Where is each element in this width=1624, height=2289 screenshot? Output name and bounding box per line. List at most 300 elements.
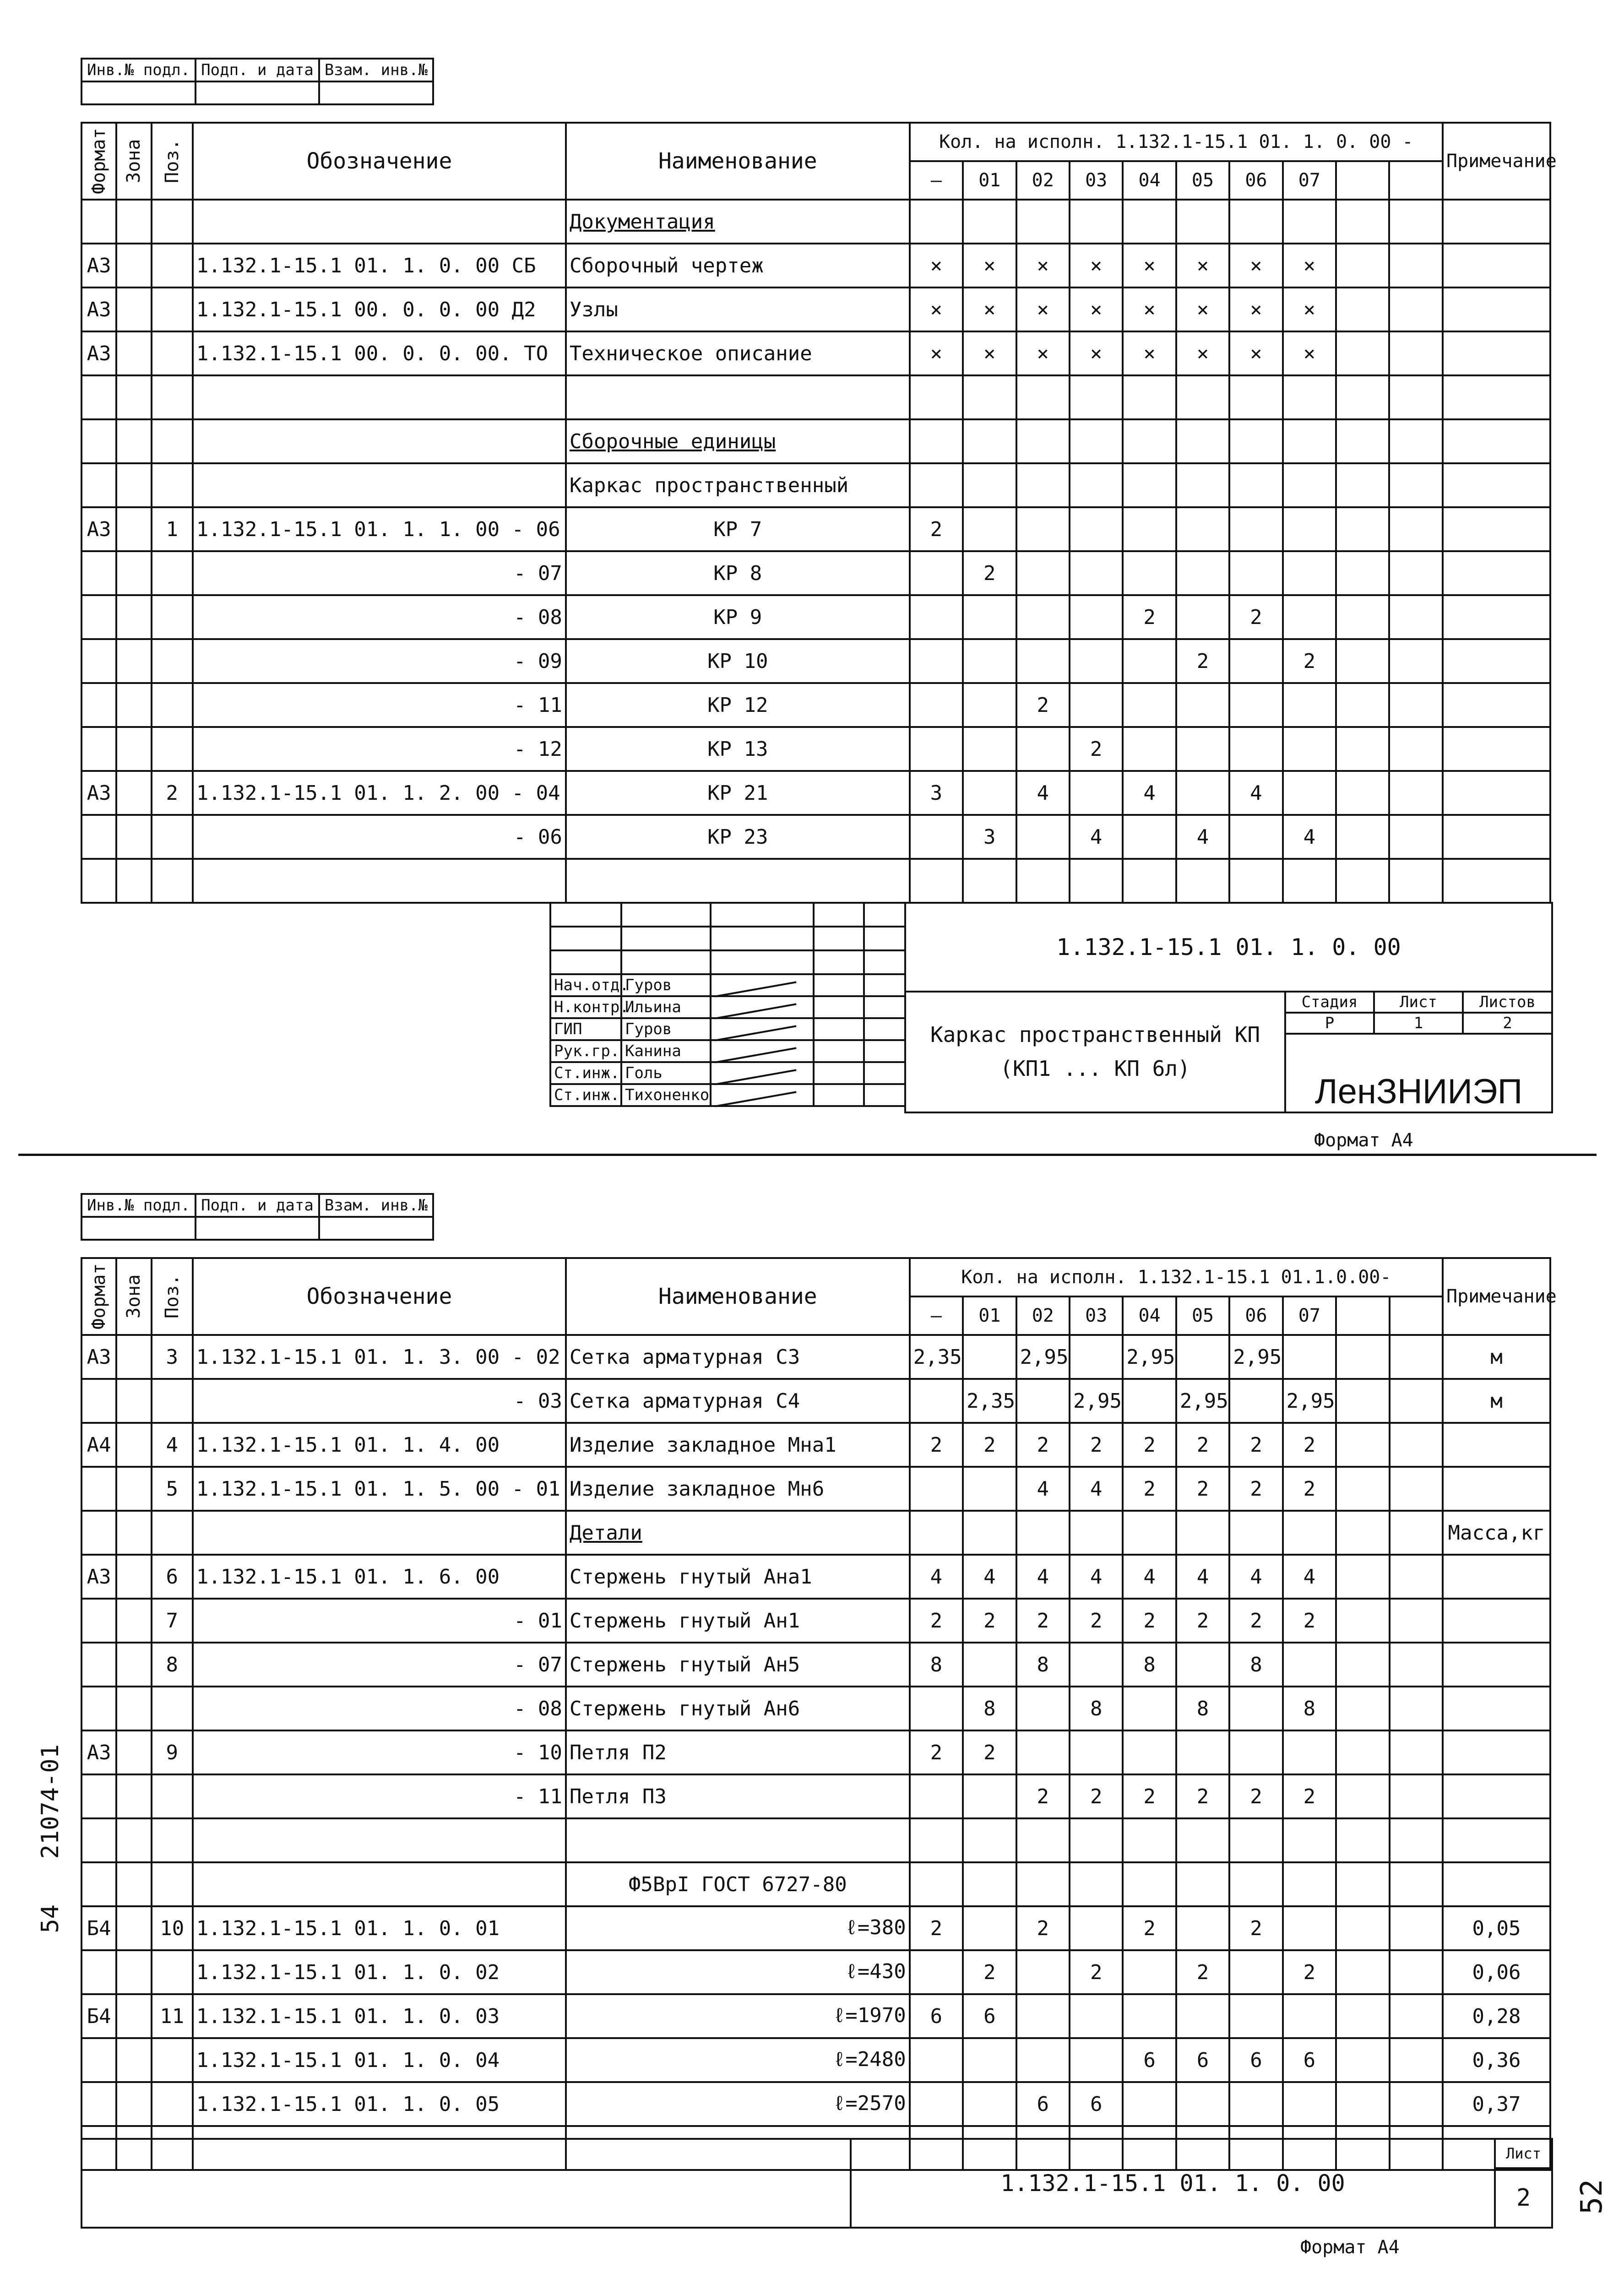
cell-qty <box>963 1511 1016 1555</box>
cell-qty: 2 <box>910 1423 963 1467</box>
cell-zone <box>116 815 151 859</box>
cell-qty: 2 <box>1070 1423 1123 1467</box>
cell-note <box>1443 551 1550 595</box>
cell-name: КР 10 <box>566 639 910 683</box>
cell-format <box>81 375 116 419</box>
date-cell <box>814 1084 864 1106</box>
cell-qty <box>1016 815 1070 859</box>
signature <box>711 974 814 996</box>
cell-qty: 8 <box>1176 1687 1229 1730</box>
cell-qty: 2 <box>1283 1599 1336 1643</box>
cell-pos: 4 <box>152 1423 193 1467</box>
cell-format <box>81 200 116 244</box>
cell-format <box>81 1818 116 1862</box>
cell-format: А3 <box>81 287 116 331</box>
cell-note: м <box>1443 1379 1550 1423</box>
cell-qty: 2 <box>910 507 963 551</box>
cell-qty <box>910 2038 963 2082</box>
cell-qty <box>1070 683 1123 727</box>
cell-qty <box>1336 2038 1389 2082</box>
cell-name <box>566 1818 910 1862</box>
cell-qty <box>1070 1335 1123 1379</box>
cell-note: 0,37 <box>1443 2082 1550 2126</box>
cell-designation: 1.132.1-15.1 01. 1. 1. 00 - 06 <box>193 507 566 551</box>
cell-note <box>1443 859 1550 903</box>
cell-qty: 2 <box>1070 1774 1123 1818</box>
cell-qty <box>1390 2038 1443 2082</box>
cell-name: Документация <box>566 200 910 244</box>
cell-qty <box>1229 1818 1282 1862</box>
cell-qty <box>1070 1730 1123 1774</box>
cell-qty: 4 <box>1283 1555 1336 1599</box>
cell-qty: 2 <box>1016 1423 1070 1467</box>
cell-note <box>1443 331 1550 375</box>
cell-qty <box>1070 1994 1123 2038</box>
signer-name: Канина <box>621 1040 711 1062</box>
cell-zone <box>116 2038 151 2082</box>
cell-qty: 4 <box>1016 1467 1070 1511</box>
cell-qty <box>963 507 1016 551</box>
title-block <box>904 902 1553 1113</box>
cell-qty <box>1016 595 1070 639</box>
cell-zone <box>116 1906 151 1950</box>
table-row <box>81 375 1550 419</box>
cell-qty <box>1016 419 1070 463</box>
cell-zone <box>116 1511 151 1555</box>
signer-name: Гуров <box>621 974 711 996</box>
cell-qty <box>1176 1906 1229 1950</box>
cell-pos <box>152 595 193 639</box>
cell-note <box>1443 244 1550 287</box>
cell-qty <box>1336 815 1389 859</box>
table-row <box>81 2038 1550 2082</box>
cell-qty <box>1389 639 1443 683</box>
cell-format <box>81 2082 116 2126</box>
cell-qty <box>1390 1906 1443 1950</box>
cell-qty <box>1176 375 1229 419</box>
table-row <box>81 1511 1550 1555</box>
header-exec-7: 07 <box>1283 1296 1336 1335</box>
cell-qty: × <box>1176 287 1229 331</box>
cell-qty: 4 <box>1070 815 1123 859</box>
cell-qty: 2 <box>963 1950 1016 1994</box>
cell-qty <box>1229 727 1282 771</box>
cell-qty <box>1070 2038 1123 2082</box>
cell-name: КР 7 <box>566 507 910 551</box>
cell-qty <box>1123 1687 1176 1730</box>
cell-qty <box>1123 1379 1176 1423</box>
header-exec-8 <box>1336 1296 1389 1335</box>
blank-cell <box>814 903 864 927</box>
cell-qty <box>910 727 963 771</box>
spec-table-1 <box>81 122 1557 904</box>
cell-designation: 1.132.1-15.1 01. 1. 0. 04 <box>193 2038 566 2082</box>
cell-pos <box>152 683 193 727</box>
cell-pos <box>152 331 193 375</box>
blank-cell <box>864 974 905 996</box>
cell-designation: - 07 <box>193 551 566 595</box>
cell-qty <box>1336 331 1389 375</box>
header-exec-9 <box>1389 161 1443 200</box>
cell-qty <box>1390 1774 1443 1818</box>
cell-note: 0,05 <box>1443 1906 1550 1950</box>
cell-qty <box>910 1950 963 1994</box>
cell-qty: 2 <box>1283 639 1336 683</box>
cell-qty: 2 <box>1229 1423 1282 1467</box>
cell-qty: 2 <box>1283 1950 1336 1994</box>
cell-note <box>1443 595 1550 639</box>
cell-qty: 2 <box>1123 595 1176 639</box>
cell-qty: 4 <box>1070 1555 1123 1599</box>
header-qty: Кол. на исполн. 1.132.1-15.1 01. 1. 0. 00 - <box>910 123 1443 161</box>
table-row <box>81 595 1550 639</box>
cell-designation: - 10 <box>193 1730 566 1774</box>
cell-qty <box>1176 507 1229 551</box>
cell-qty <box>1390 1643 1443 1687</box>
cell-designation <box>193 859 566 903</box>
sheet-2 <box>0 1172 1624 2289</box>
signer-name: Гуров <box>621 1018 711 1040</box>
cell-name: КР 12 <box>566 683 910 727</box>
cell-qty: × <box>1016 244 1070 287</box>
cell-pos <box>152 1950 193 1994</box>
cell-qty <box>963 727 1016 771</box>
cell-qty <box>1336 1467 1389 1511</box>
cell-qty: 2 <box>1123 1599 1176 1643</box>
cell-qty: × <box>1176 244 1229 287</box>
cell-format <box>81 639 116 683</box>
header-exec-3: 03 <box>1070 161 1123 200</box>
cell-name: КР 23 <box>566 815 910 859</box>
cell-name: Сборочный чертеж <box>566 244 910 287</box>
header-name: Наименование <box>566 123 910 200</box>
cell-qty: × <box>1123 287 1176 331</box>
header-exec-2: 02 <box>1016 1296 1070 1335</box>
cell-designation <box>193 1862 566 1906</box>
cell-name: Сетка арматурная С4 <box>566 1379 910 1423</box>
cell-qty <box>1390 1862 1443 1906</box>
cell-qty: 4 <box>910 1555 963 1599</box>
cell-qty: 2 <box>1229 1599 1282 1643</box>
cell-qty <box>1336 1774 1389 1818</box>
cell-qty <box>1123 1950 1176 1994</box>
cell-qty <box>1336 771 1389 815</box>
cell-qty <box>910 2082 963 2126</box>
cell-qty <box>1229 200 1282 244</box>
cell-designation <box>193 463 566 507</box>
cell-designation: 1.132.1-15.1 01. 1. 0. 03 <box>193 1994 566 2038</box>
header-exec-5: 05 <box>1176 1296 1229 1335</box>
cell-qty <box>1283 507 1336 551</box>
doc-title-line1: Каркас пространственный КП <box>930 1022 1260 1047</box>
cell-zone <box>116 1818 151 1862</box>
side-code: 21074-01 <box>37 1744 64 1859</box>
date-cell <box>814 1062 864 1084</box>
cell-pos <box>152 859 193 903</box>
cell-qty <box>1229 551 1282 595</box>
cell-pos <box>152 287 193 331</box>
cell-note <box>1443 1687 1550 1730</box>
cell-note <box>1443 815 1550 859</box>
cell-pos <box>152 375 193 419</box>
signer-name: Голь <box>621 1062 711 1084</box>
cell-qty <box>1390 1730 1443 1774</box>
cell-pos: 8 <box>152 1643 193 1687</box>
cell-qty <box>1336 1423 1389 1467</box>
table-row <box>81 1906 1550 1950</box>
cell-qty <box>1283 1994 1336 2038</box>
cell-qty <box>1336 375 1389 419</box>
cell-format <box>81 815 116 859</box>
cell-qty <box>1070 771 1123 815</box>
table-row <box>81 683 1550 727</box>
cell-designation: - 08 <box>193 595 566 639</box>
cell-designation: 1.132.1-15.1 01. 1. 4. 00 <box>193 1423 566 1467</box>
cell-designation: - 03 <box>193 1379 566 1423</box>
blank-cell <box>621 950 711 974</box>
cell-qty: 2 <box>1176 639 1229 683</box>
cell-qty <box>1123 551 1176 595</box>
cell-note <box>1443 1730 1550 1774</box>
cell-qty <box>1283 1862 1336 1906</box>
cell-qty: × <box>1229 244 1282 287</box>
table-row <box>81 1687 1550 1730</box>
cell-qty <box>1336 244 1389 287</box>
cell-note <box>1443 287 1550 331</box>
cell-pos <box>152 2038 193 2082</box>
cell-pos <box>152 463 193 507</box>
cell-qty: 2 <box>1283 1467 1336 1511</box>
signature <box>711 1062 814 1084</box>
cell-qty <box>963 639 1016 683</box>
cell-qty: 2,35 <box>910 1335 963 1379</box>
cell-qty <box>1283 1818 1336 1862</box>
cell-qty <box>1336 1379 1389 1423</box>
cell-designation: 1.132.1-15.1 01. 1. 3. 00 - 02 <box>193 1335 566 1379</box>
cell-qty <box>1389 419 1443 463</box>
header-exec-6: 06 <box>1229 1296 1282 1335</box>
cell-qty <box>1176 1643 1229 1687</box>
cell-designation: - 01 <box>193 1599 566 1643</box>
cell-qty <box>1390 1950 1443 1994</box>
cell-qty <box>1070 1511 1123 1555</box>
header-exec-6: 06 <box>1229 161 1282 200</box>
cell-qty <box>1070 1862 1123 1906</box>
cell-qty: 2 <box>1016 1906 1070 1950</box>
header-exec-2: 02 <box>1016 161 1070 200</box>
table-row <box>81 859 1550 903</box>
cell-zone <box>116 375 151 419</box>
cell-qty <box>1123 683 1176 727</box>
cell-qty: × <box>1016 287 1070 331</box>
cell-qty <box>1389 244 1443 287</box>
cell-qty: × <box>1229 287 1282 331</box>
signature-mark <box>714 1022 796 1041</box>
cell-note <box>1443 1467 1550 1511</box>
table-row <box>81 1862 1550 1906</box>
cell-zone <box>116 507 151 551</box>
cell-qty: 2,95 <box>1176 1379 1229 1423</box>
cell-qty: × <box>1070 287 1123 331</box>
cell-pos: 6 <box>152 1555 193 1599</box>
cell-qty: 4 <box>963 1555 1016 1599</box>
cell-qty: × <box>910 331 963 375</box>
cell-qty <box>1389 551 1443 595</box>
blank-cell <box>814 927 864 950</box>
cell-qty <box>910 1687 963 1730</box>
cell-qty <box>1016 463 1070 507</box>
cell-qty <box>963 1335 1016 1379</box>
cell-qty: 8 <box>963 1687 1016 1730</box>
stamp-top <box>81 58 434 105</box>
cell-qty: 2 <box>963 1423 1016 1467</box>
cell-qty <box>1016 375 1070 419</box>
cell-qty <box>1389 375 1443 419</box>
cell-qty <box>1336 1950 1389 1994</box>
cell-pos <box>152 1511 193 1555</box>
signature <box>711 996 814 1018</box>
sheet-divider <box>18 1154 1597 1156</box>
cell-pos <box>152 1687 193 1730</box>
blank-cell <box>550 927 621 950</box>
cell-qty <box>1390 1335 1443 1379</box>
signer-role: Ст.инж. <box>550 1084 621 1106</box>
cell-qty <box>1123 727 1176 771</box>
cell-qty: 8 <box>1123 1643 1176 1687</box>
cell-format <box>81 859 116 903</box>
cell-zone <box>116 639 151 683</box>
cell-pos <box>152 419 193 463</box>
header-note: Примечание <box>1443 123 1550 200</box>
cell-qty <box>910 859 963 903</box>
cell-qty: 2 <box>910 1906 963 1950</box>
cell-format: Б4 <box>81 1906 116 1950</box>
cell-qty: 6 <box>910 1994 963 2038</box>
cell-qty <box>1389 287 1443 331</box>
signer-name: Ильина <box>621 996 711 1018</box>
cell-qty <box>1123 463 1176 507</box>
cell-pos: 9 <box>152 1730 193 1774</box>
cell-qty <box>1336 683 1389 727</box>
cell-qty: × <box>910 244 963 287</box>
cell-qty <box>1176 200 1229 244</box>
cell-qty <box>910 463 963 507</box>
cell-qty <box>910 683 963 727</box>
cell-qty <box>910 1379 963 1423</box>
cell-qty: 3 <box>910 771 963 815</box>
cell-note <box>1443 200 1550 244</box>
table-row <box>81 771 1550 815</box>
cell-qty: × <box>963 244 1016 287</box>
date-cell <box>814 1040 864 1062</box>
cell-format: А4 <box>81 1423 116 1467</box>
cell-format <box>81 1511 116 1555</box>
doc-title-line2: (КП1 ... КП 6л) <box>1000 1056 1190 1081</box>
cell-name: Петля П2 <box>566 1730 910 1774</box>
cell-qty <box>1283 419 1336 463</box>
table-row <box>81 1774 1550 1818</box>
cell-designation: 1.132.1-15.1 01. 1. 0. 05 <box>193 2082 566 2126</box>
cell-qty: × <box>1283 331 1336 375</box>
cell-qty: 2,95 <box>1070 1379 1123 1423</box>
cell-qty <box>1389 595 1443 639</box>
header-qty: Кол. на исполн. 1.132.1-15.1 01.1.0.00- <box>910 1258 1443 1296</box>
cell-format <box>81 1950 116 1994</box>
cell-qty <box>1336 287 1389 331</box>
cell-qty <box>1229 1994 1282 2038</box>
cell-qty <box>1336 1994 1389 2038</box>
cell-note <box>1443 1555 1550 1599</box>
cell-qty <box>1123 1994 1176 2038</box>
cell-format: А3 <box>81 1555 116 1599</box>
cell-qty <box>1336 1335 1389 1379</box>
header-pos: Поз. <box>152 123 193 200</box>
cell-qty <box>1336 727 1389 771</box>
cell-qty <box>1336 2082 1389 2126</box>
table-row <box>81 1730 1550 1774</box>
cell-note <box>1443 1774 1550 1818</box>
cell-zone <box>116 200 151 244</box>
cell-qty <box>1283 1511 1336 1555</box>
cell-qty <box>1016 727 1070 771</box>
cell-qty <box>1016 639 1070 683</box>
cell-qty: 6 <box>1123 2038 1176 2082</box>
cell-qty <box>1336 1862 1389 1906</box>
cell-qty <box>1283 727 1336 771</box>
header-exec-9 <box>1390 1296 1443 1335</box>
cell-qty: 2 <box>1070 727 1123 771</box>
cell-qty: × <box>1283 287 1336 331</box>
cell-qty: 6 <box>1176 2038 1229 2082</box>
cell-format: Б4 <box>81 1994 116 2038</box>
cell-qty: × <box>963 287 1016 331</box>
cell-qty: 2,95 <box>1229 1335 1282 1379</box>
cell-qty <box>1176 419 1229 463</box>
cell-format <box>81 1379 116 1423</box>
cell-qty <box>1229 639 1282 683</box>
cell-qty <box>1283 683 1336 727</box>
cell-qty: 2 <box>1176 1423 1229 1467</box>
cell-zone <box>116 1643 151 1687</box>
cell-designation: 1.132.1-15.1 00. 0. 0. 00. ТО <box>193 331 566 375</box>
table-row <box>81 2082 1550 2126</box>
header-designation: Обозначение <box>193 123 566 200</box>
cell-qty <box>963 1906 1016 1950</box>
cell-qty <box>910 375 963 419</box>
cell-pos <box>152 551 193 595</box>
cell-note <box>1443 639 1550 683</box>
cell-qty <box>1336 200 1389 244</box>
stage-label: Стадия <box>1285 992 1374 1013</box>
cell-zone <box>116 1555 151 1599</box>
cell-qty: × <box>1070 244 1123 287</box>
cell-zone <box>116 1599 151 1643</box>
cell-note: 0,28 <box>1443 1994 1550 2038</box>
cell-qty <box>1070 200 1123 244</box>
cell-designation: - 08 <box>193 1687 566 1730</box>
cell-qty: 6 <box>1229 2038 1282 2082</box>
header-zone: Зона <box>116 1258 151 1335</box>
cell-qty: 2 <box>1016 1599 1070 1643</box>
cell-qty <box>1016 1862 1070 1906</box>
cell-zone <box>116 244 151 287</box>
cell-zone <box>116 683 151 727</box>
stamp-inv: Инв.№ подл. <box>81 59 196 81</box>
cell-qty: 2 <box>1176 1467 1229 1511</box>
cell-qty <box>1336 639 1389 683</box>
cell-format <box>81 1599 116 1643</box>
header-exec-4: 04 <box>1123 161 1176 200</box>
